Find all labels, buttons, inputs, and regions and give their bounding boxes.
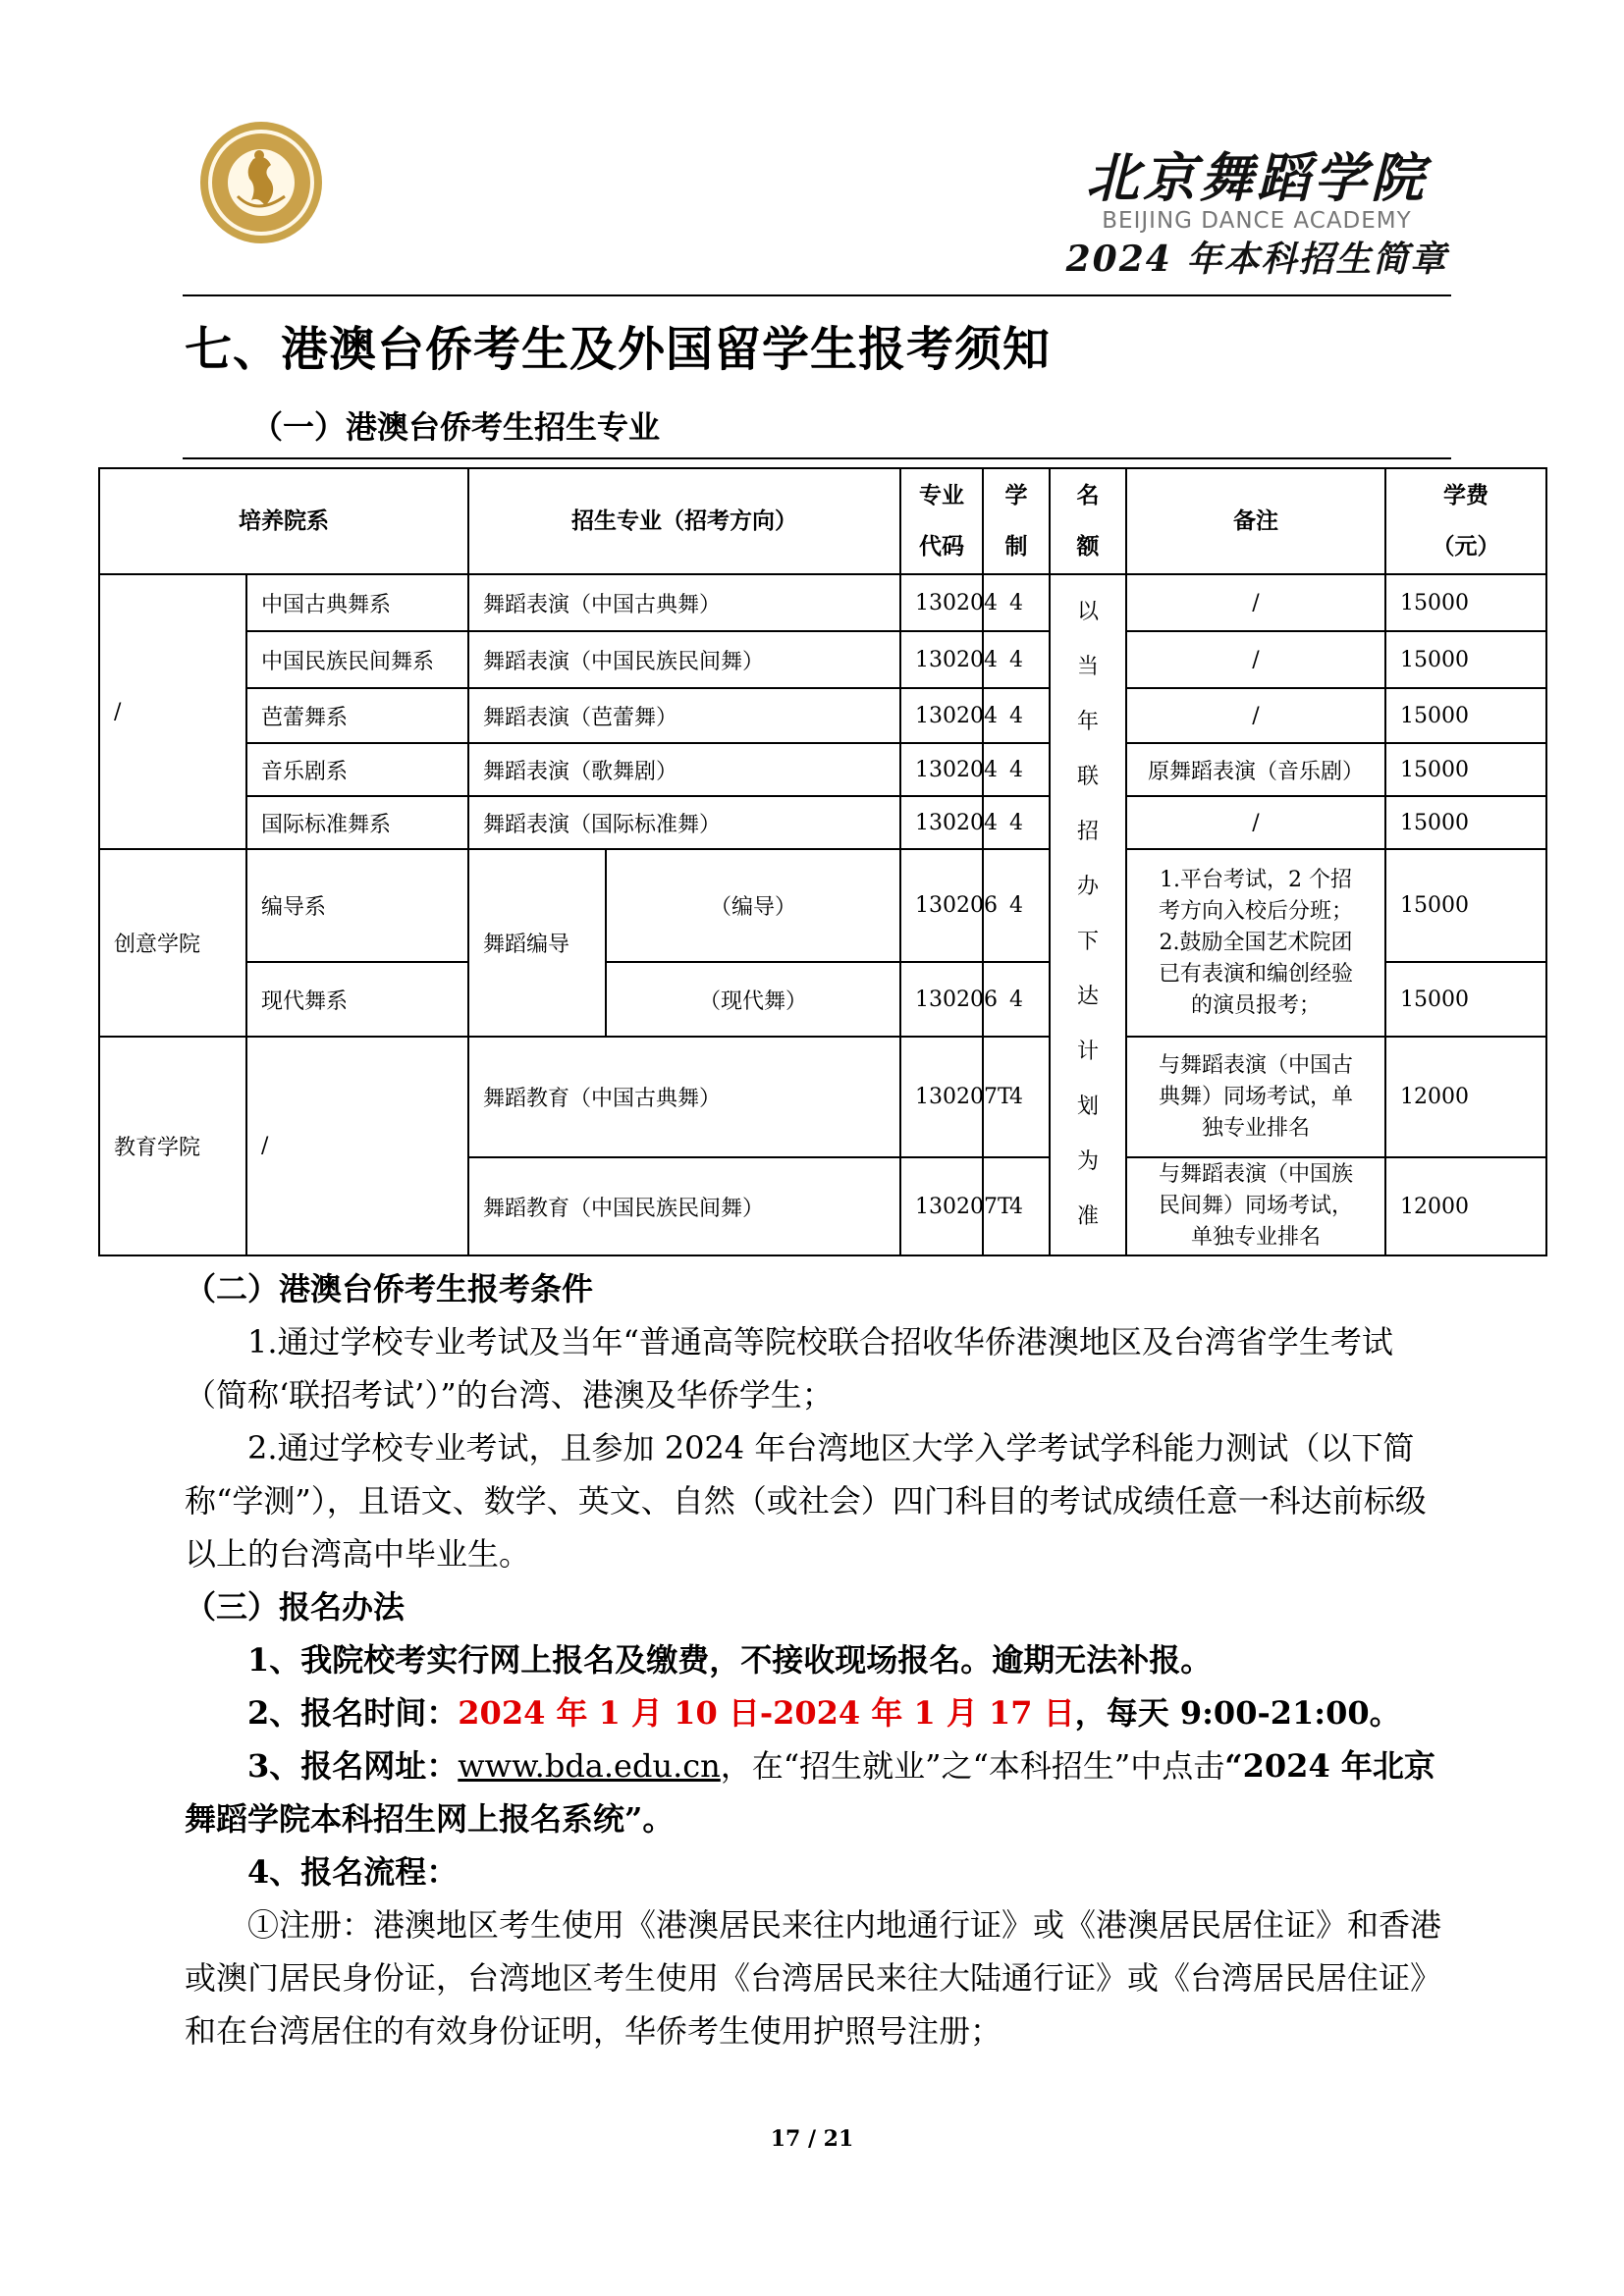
creative-note-cell: 1.平台考试，2 个招 考方向入校后分班； 2.鼓励全国艺术院团 已有表演和编创经验 的演员报考； xyxy=(1126,849,1385,1037)
header-notes: 备注 xyxy=(1126,468,1385,574)
condition-item-2: 2.通过学校专业考试，且参加 2024 年台湾地区大学入学考试学科能力测试（以下简称“学测”），且语文、数学、英文、自然（或社会）四门科目的考试成绩任意一科达前标级以上的台湾高中毕业生。 xyxy=(185,1429,1427,1573)
major-cell: 舞蹈教育（中国民族民间舞） xyxy=(468,1157,900,1255)
major-group-cell: 舞蹈编导 xyxy=(468,849,606,1037)
major-cell: 舞蹈表演（歌舞剧） xyxy=(468,743,900,796)
conditions-title: （二）港澳台侨考生报考条件 xyxy=(185,1270,594,1308)
note-cell: / xyxy=(1126,574,1385,631)
registration-url-link[interactable]: www.bda.edu.cn xyxy=(458,1747,721,1785)
table-row xyxy=(99,743,1546,796)
dept-cell: / xyxy=(246,1037,468,1255)
registration-item-2: 2、报名时间：2024 年 1 月 10 日-2024 年 1 月 17 日，每天 9:00-21:00。 xyxy=(247,1694,1401,1732)
fee-cell: 15000 xyxy=(1385,688,1546,743)
years-cell: 4 xyxy=(983,1157,1050,1255)
page-number: 17 / 21 xyxy=(770,2126,854,2152)
note-cell: / xyxy=(1126,631,1385,688)
header-years: 学 制 xyxy=(983,468,1050,574)
table-subtitle: （一）港澳台侨考生招生专业 xyxy=(251,408,661,446)
years-cell: 4 xyxy=(983,631,1050,688)
major-cell: 舞蹈表演（国际标准舞） xyxy=(468,796,900,849)
note-cell: 原舞蹈表演（音乐剧） xyxy=(1126,743,1385,796)
table-header-row xyxy=(99,468,1546,574)
fee-cell: 15000 xyxy=(1385,796,1546,849)
dept-cell: 音乐剧系 xyxy=(246,743,468,796)
direction-cell: （现代舞） xyxy=(606,962,900,1037)
major-cell: 舞蹈表演（中国古典舞） xyxy=(468,574,900,631)
years-cell: 4 xyxy=(983,743,1050,796)
dept-cell: 中国民族民间舞系 xyxy=(246,631,468,688)
conditions-section xyxy=(185,1262,1453,2057)
brochure-subtitle: 2024 年本科招生简章 xyxy=(1065,239,1448,280)
fee-cell: 12000 xyxy=(1385,1037,1546,1157)
fee-cell: 15000 xyxy=(1385,574,1546,631)
registration-item-1: 1、我院校考实行网上报名及缴费，不接收现场报名。逾期无法补报。 xyxy=(247,1641,1213,1679)
dept-cell: 现代舞系 xyxy=(246,962,468,1037)
brand-name-en: BEIJING DANCE ACADEMY xyxy=(1102,208,1412,234)
section-title: 七、港澳台侨考生及外国留学生报考须知 xyxy=(185,322,1052,377)
registration-title: （三）报名办法 xyxy=(185,1588,406,1626)
years-cell: 4 xyxy=(983,849,1050,962)
dept-cell: 中国古典舞系 xyxy=(246,574,468,631)
note-cell: 与舞蹈表演（中国古 典舞）同场考试，单 独专业排名 xyxy=(1126,1037,1385,1157)
fee-cell: 15000 xyxy=(1385,962,1546,1037)
note-cell: / xyxy=(1126,796,1385,849)
fee-cell: 15000 xyxy=(1385,743,1546,796)
code-cell: 130204 xyxy=(900,796,983,849)
registration-item-3: 3、报名网址：www.bda.edu.cn，在“招生就业”之“本科招生”中点击“2024 年北京舞蹈学院本科招生网上报名系统”。 xyxy=(185,1747,1435,1838)
code-cell: 130207T xyxy=(900,1037,983,1157)
code-cell: 130207T xyxy=(900,1157,983,1255)
dept-cell: 编导系 xyxy=(246,849,468,962)
table-row xyxy=(99,849,1546,962)
dept-cell: 芭蕾舞系 xyxy=(246,688,468,743)
table-row xyxy=(99,574,1546,631)
condition-item-1: 1.通过学校专业考试及当年“普通高等院校联合招收华侨港澳地区及台湾省学生考试（简称‘联招考试’）”的台湾、港澳及华侨学生； xyxy=(185,1323,1393,1414)
years-cell: 4 xyxy=(983,1037,1050,1157)
years-cell: 4 xyxy=(983,688,1050,743)
code-cell: 130204 xyxy=(900,631,983,688)
table-row xyxy=(99,688,1546,743)
header-department: 培养院系 xyxy=(99,468,468,574)
code-cell: 130206 xyxy=(900,962,983,1037)
note-cell: / xyxy=(1126,688,1385,743)
table-row xyxy=(99,631,1546,688)
fee-cell: 12000 xyxy=(1385,1157,1546,1255)
header-quota: 名 额 xyxy=(1050,468,1126,574)
header-major: 招生专业（招考方向） xyxy=(468,468,900,574)
quota-cell: 以 当 年 联 招 办 下 达 计 划 为 准 xyxy=(1050,574,1126,1255)
code-cell: 130204 xyxy=(900,688,983,743)
majors-table xyxy=(98,467,1547,1256)
fee-cell: 15000 xyxy=(1385,631,1546,688)
major-cell: 舞蹈表演（芭蕾舞） xyxy=(468,688,900,743)
years-cell: 4 xyxy=(983,574,1050,631)
years-cell: 4 xyxy=(983,796,1050,849)
group-creative-cell: 创意学院 xyxy=(99,849,246,1037)
academy-seal-logo xyxy=(198,120,324,245)
direction-cell: （编导） xyxy=(606,849,900,962)
header-code: 专业 代码 xyxy=(900,468,983,574)
group-education-cell: 教育学院 xyxy=(99,1037,246,1255)
header-fee: 学费 （元） xyxy=(1385,468,1546,574)
major-cell: 舞蹈教育（中国古典舞） xyxy=(468,1037,900,1157)
years-cell: 4 xyxy=(983,962,1050,1037)
major-cell: 舞蹈表演（中国民族民间舞） xyxy=(468,631,900,688)
fee-cell: 15000 xyxy=(1385,849,1546,962)
code-cell: 130204 xyxy=(900,743,983,796)
group-none-cell: / xyxy=(99,574,246,849)
registration-item-4: 4、报名流程： xyxy=(247,1853,459,1891)
code-cell: 130206 xyxy=(900,849,983,962)
registration-date: 2024 年 1 月 10 日-2024 年 1 月 17 日 xyxy=(458,1694,1075,1732)
dept-cell: 国际标准舞系 xyxy=(246,796,468,849)
brand-name-cn: 北京舞蹈学院 xyxy=(1086,146,1428,209)
registration-step-1: ①注册：港澳地区考生使用《港澳居民来往内地通行证》或《港澳居民居住证》和香港或澳门居民身份证，台湾地区考生使用《台湾居民来往大陆通行证》或《台湾居民居住证》和在台湾居住的有效身份证明，华侨考生使用护照号注册； xyxy=(185,1906,1442,2050)
table-row xyxy=(99,1037,1546,1157)
brand-block xyxy=(1060,147,1453,281)
note-cell: 与舞蹈表演（中国族 民间舞）同场考试， 单独专业排名 xyxy=(1126,1157,1385,1255)
code-cell: 130204 xyxy=(900,574,983,631)
subtitle-divider xyxy=(183,457,1451,459)
header-divider xyxy=(183,294,1451,296)
table-row xyxy=(99,796,1546,849)
